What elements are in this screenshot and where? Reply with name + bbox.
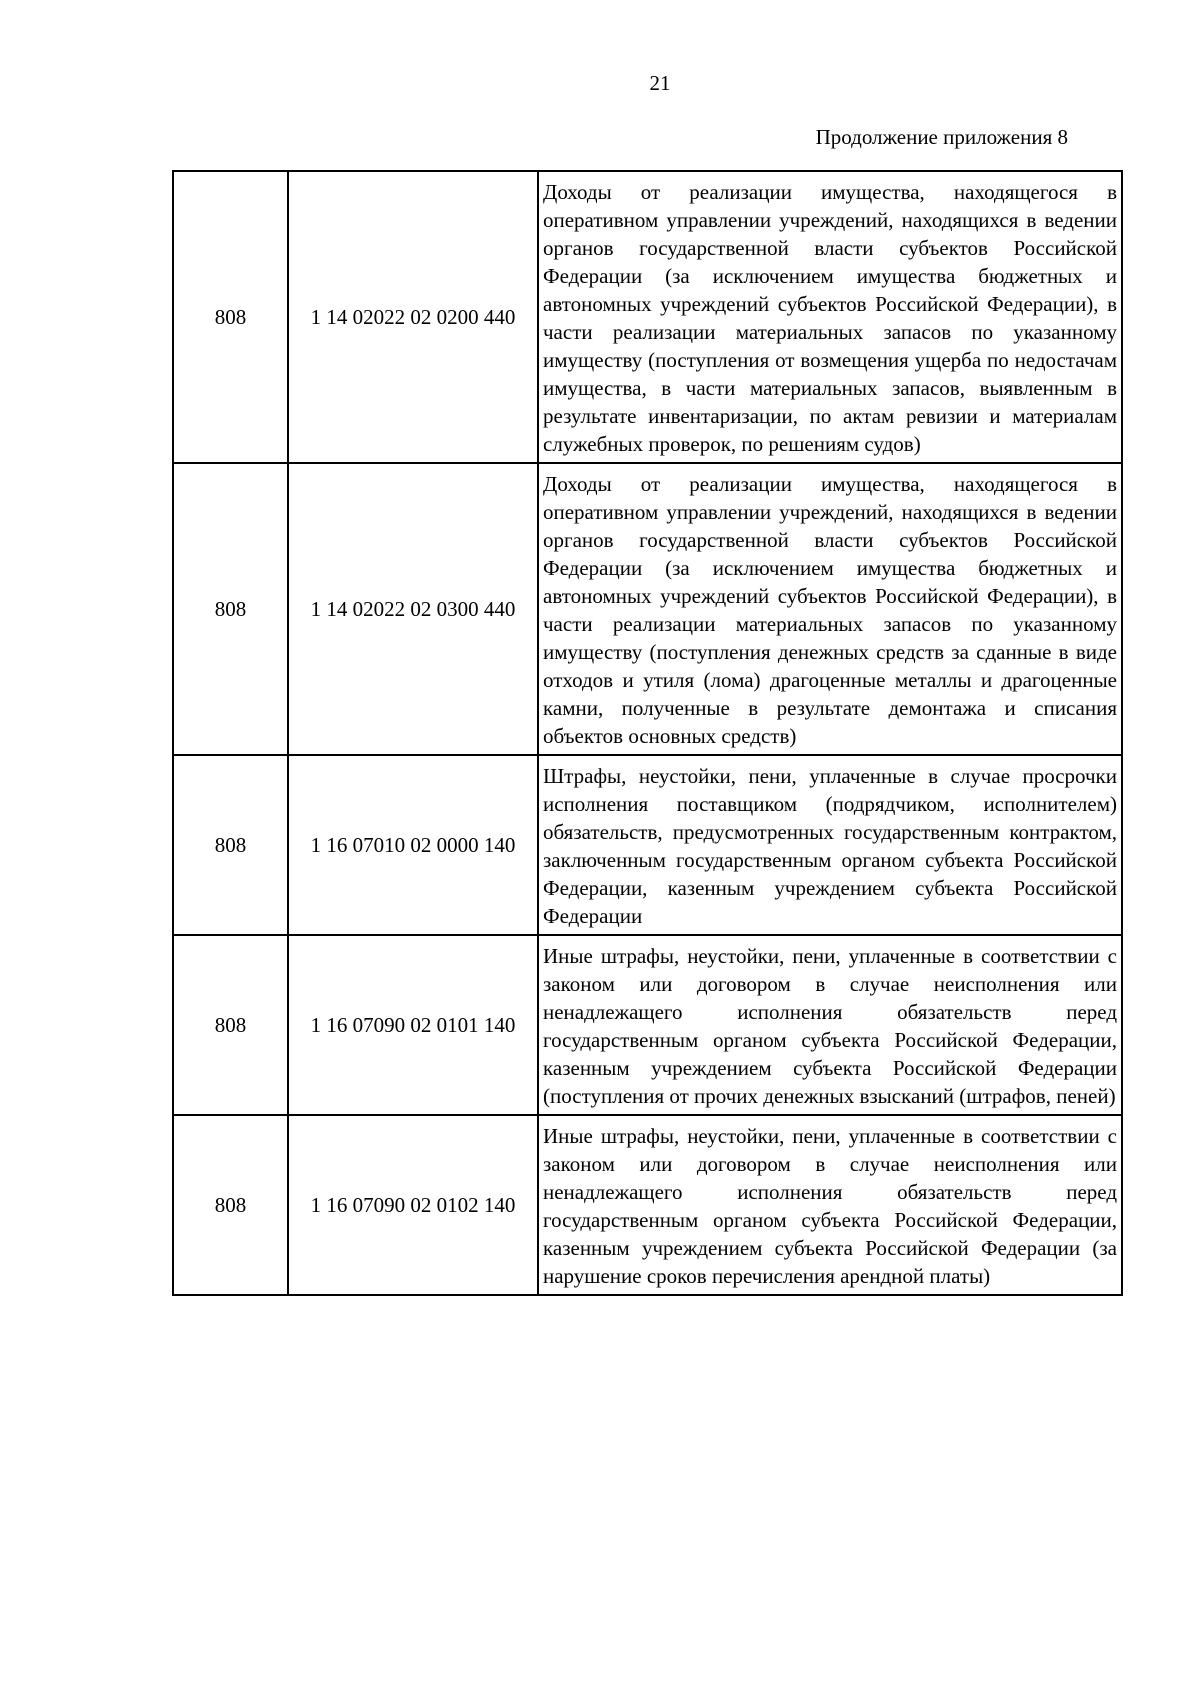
table-row <box>173 463 1122 755</box>
table-row <box>173 1115 1122 1295</box>
page-number: 21 <box>649 71 671 95</box>
revenue-name-cell: Доходы от реализации имущества, находящегося в оперативном управлении учреждений, находящихся в ведении органов государственной власти субъектов Российской Федерации (за исключением имущества бюджетных и автономных учреждений субъектов Российской Федерации), в части реализации материальных запасов по указанному имуществу (поступления от возмещения ущерба по недостачам имущества, в части материальных запасов, выявленным в результате инвентаризации, по актам ревизии и материалам служебных проверок, по решениям судов) <box>538 171 1122 463</box>
admin-code-cell: 808 <box>173 1115 288 1295</box>
kbk-code-cell: 1 16 07090 02 0101 140 <box>288 935 538 1115</box>
table-row <box>173 171 1122 463</box>
admin-code-cell: 808 <box>173 935 288 1115</box>
revenue-codes-table <box>172 170 1123 1296</box>
revenue-name-cell: Иные штрафы, неустойки, пени, уплаченные в соответствии с законом или договором в случае неисполнения или ненадлежащего исполнения обязательств перед государственным органом субъекта Российской Федерации, казенным учреждением субъекта Российской Федерации (поступления от прочих денежных взысканий (штрафов, пеней) <box>538 935 1122 1115</box>
kbk-code-cell: 1 16 07090 02 0102 140 <box>288 1115 538 1295</box>
kbk-code-cell: 1 14 02022 02 0200 440 <box>288 171 538 463</box>
admin-code-cell: 808 <box>173 755 288 935</box>
kbk-code-cell: 1 14 02022 02 0300 440 <box>288 463 538 755</box>
admin-code-cell: 808 <box>173 171 288 463</box>
revenue-name-cell: Доходы от реализации имущества, находящегося в оперативном управлении учреждений, находящихся в ведении органов государственной власти субъектов Российской Федерации (за исключением имущества бюджетных и автономных учреждений субъектов Российской Федерации), в части реализации материальных запасов по указанному имуществу (поступления денежных средств за сданные в виде отходов и утиля (лома) драгоценные металлы и драгоценные камни, полученные в результате демонтажа и списания объектов основных средств) <box>538 463 1122 755</box>
revenue-name-cell: Штрафы, неустойки, пени, уплаченные в случае просрочки исполнения поставщиком (подрядчиком, исполнителем) обязательств, предусмотренных государственным контрактом, заключенным государственным органом субъекта Российской Федерации, казенным учреждением субъекта Российской Федерации <box>538 755 1122 935</box>
table-row <box>173 935 1122 1115</box>
admin-code-cell: 808 <box>173 463 288 755</box>
kbk-code-cell: 1 16 07010 02 0000 140 <box>288 755 538 935</box>
appendix-continuation-label: Продолжение приложения 8 <box>815 125 1068 149</box>
table-row <box>173 755 1122 935</box>
revenue-name-cell: Иные штрафы, неустойки, пени, уплаченные в соответствии с законом или договором в случае неисполнения или ненадлежащего исполнения обязательств перед государственным органом субъекта Российской Федерации, казенным учреждением субъекта Российской Федерации (за нарушение сроков перечисления арендной платы) <box>538 1115 1122 1295</box>
